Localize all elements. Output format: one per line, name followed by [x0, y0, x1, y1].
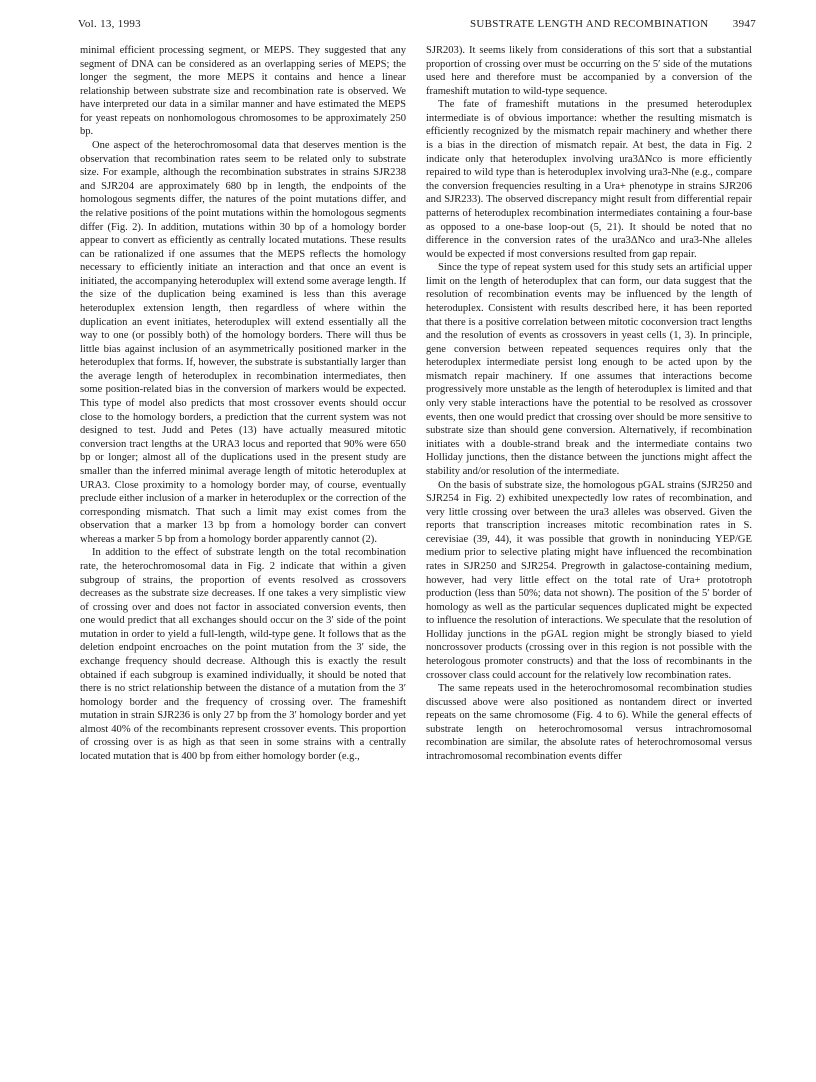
- right-column: [426, 44, 752, 764]
- left-column: [80, 44, 406, 764]
- paragraph: The fate of frameshift mutations in the presumed heteroduplex intermediate is of obvious importance: whether the resulting mismatch is efficiently recognized by the mismatch repair machinery and whether there is a bias in the direction of mismatch repair. At best, the data in Fig. 2 indicate only that heteroduplex involving ura3ΔNco is more efficiently repaired to wild type than is heteroduplex involving ura3-Nhe (e.g., compare the conversion frequencies resulting in a Ura+ phenotype in strains SJR206 and SJR233). The observed discrepancy might result from differential repair patterns of heteroduplex recombination intermediates containing a four-base as opposed to a one-base loop-out (5, 21). It should be noted that no difference in the conversion rates of the ura3ΔNco and ura3-Nhe alleles would be expected if most conversions resulted from gap repair.: [426, 99, 752, 260]
- paragraph: The same repeats used in the heterochromosomal recombination studies discussed above were also positioned as nontandem direct or inverted repeats on the same chromosome (Fig. 4 to 6). While the general effects of substrate length on heterochromosomal versus intrachromosomal recombination are similar, the absolute rates of heterochromosomal versus intrachromosomal recombination events differ: [426, 683, 752, 763]
- running-title: SUBSTRATE LENGTH AND RECOMBINATION: [470, 18, 709, 30]
- page-number: 3947: [732, 18, 756, 30]
- paragraph: One aspect of the heterochromosomal data that deserves mention is the observation that recombination rates seem to be related only to substrate size. For example, although the recombination substrates in strains SJR238 and SJR204 are approximately 680 bp in length, the endpoints of the homologous segments differ, the natures of the point mutations differ, and the relative positions of the point mutations within the homologous segments differ (Fig. 2). In addition, mutations within 30 bp of a homology border appear to convert as efficiently as centrally located mutations. These results can be rationalized if one assumes that the MEPS reflects the homology necessary to efficiently initiate an interaction and that once an event is initiated, the accompanying heteroduplex will extend some average length. If the size of the duplication being examined is less than this average heteroduplex extension length, then regardless of where within the duplication an event initiates, heteroduplex will extend essentially all the way to one (or possibly both) of the homology borders. There will thus be little bias against inclusion of an asymmetrically positioned marker in the heteroduplex that forms. If, however, the substrate is substantially larger than the average length of heteroduplex in recombination intermediates, then some position-related bias in the conversion of markers would be expected. This type of model also predicts that most crossover events should occur close to the homology borders, a prediction that the current system was not designed to test. Judd and Petes (13) have actually measured mitotic conversion tract lengths at the URA3 locus and reported that 90% were 650 bp or longer; almost all of the duplications used in the present study are smaller than the inferred minimal average length of mitotic heteroduplex at URA3. Close proximity to a homology border may, of course, eventually preclude either inclusion of a marker in heteroduplex or the correction of the corresponding mismatch. That such a limit may exist comes from the observation that a marker 13 bp from a homology border can convert whereas a marker 5 bp from a homology border apparently cannot (2).: [80, 140, 406, 545]
- paragraph: minimal efficient processing segment, or MEPS. They suggested that any segment of DNA can be considered as an overlapping series of MEPS; the longer the segment, the more MEPS it contains and hence a linear relationship between substrate size and recombination rate is observed. We have interpreted our data in a similar manner and have estimated the MEPS for yeast repeats on nonhomologous chromosomes to be approximately 250 bp.: [80, 45, 406, 138]
- paragraph: Since the type of repeat system used for this study sets an artificial upper limit on the length of heteroduplex that can form, our data suggest that the resolution of recombination events may be influenced by the length of heteroduplex. Consistent with results described here, it has been reported that there is a positive correlation between mitotic coconversion tract lengths and the resolution of events as crossovers in yeast cells (1, 3). In principle, gene conversion between repeated sequences requires only that the heteroduplex intermediate persist long enough to be acted upon by the mismatch repair machinery. If one assumes that interactions become progressively more unstable as the length of heteroduplex is limited and that only very stable interactions have the potential to be resolved as crossover events, then one would predict that crossing over should be more sensitive to substrate size than should gene conversion. Alternatively, if recombination initiates with a double-strand break and the intermediate contains two Holliday junctions, then the distance between the junctions might affect the stability and/or resolution of the intermediate.: [426, 262, 752, 477]
- running-header: [78, 18, 756, 34]
- paragraph: In addition to the effect of substrate length on the total recombination rate, the heterochromosomal data in Fig. 2 indicate that within a given subgroup of strains, the proportion of events resolved as crossovers decreases as the substrate size decreases. If one takes a very simplistic view of crossing over and does not factor in associated conversion events, then one would predict that all exchanges should occur on the 3′ side of the point mutation in order to yield a full-length, wild-type gene. It follows that as the deletion endpoint encroaches on the point mutation from the 3′ side, the exchange frequency should decrease. Although this is exactly the result obtained if each subgroup is examined individually, it should be noted that there is no strict relationship between the distance of a mutation from the 3′ homology border and the frequency of crossing over. The frameshift mutation in strain SJR236 is only 27 bp from the 3′ homology border and yet almost 40% of the recombinants represent crossover events. This proportion of crossing over is as high as that seen in some strains with a centrally located mutation that is 400 bp from either homology border (e.g.,: [80, 547, 406, 763]
- paragraph: On the basis of substrate size, the homologous pGAL strains (SJR250 and SJR254 in Fig. 2) exhibited unexpectedly low rates of recombination, and very little crossing over between the ura3 alleles was observed. Given the reports that transcription increases mitotic recombination rates in S. cerevisiae (39, 44), it was possible that growth in noninducing YEP/GE medium prior to selective plating might have influenced the recombination rates in SJR250 and SJR254. Pregrowth in galactose-containing medium, however, had very little effect on the total rate of Ura+ prototroph production (less than 50%; data not shown). The position of the 5′ border of homology as well as the particular sequences duplicated might be expected to influence the resolution of interactions. We speculate that the resolution of Holliday junctions in the pGAL region might be strongly biased to yield noncrossover products (crossing over in this region is not possible with the heterologous promoter constructs) and that the loss of recombinants in the crossover class could account for the relatively low recombination rates.: [426, 479, 752, 681]
- paragraph: SJR203). It seems likely from considerations of this sort that a substantial proportion of crossing over must be occurring on the 5′ side of the mutations used here and therefore must be accompanied by a conversion of the frameshift mutation to wild-type sequence.: [426, 45, 752, 97]
- volume-year: Vol. 13, 1993: [78, 18, 141, 30]
